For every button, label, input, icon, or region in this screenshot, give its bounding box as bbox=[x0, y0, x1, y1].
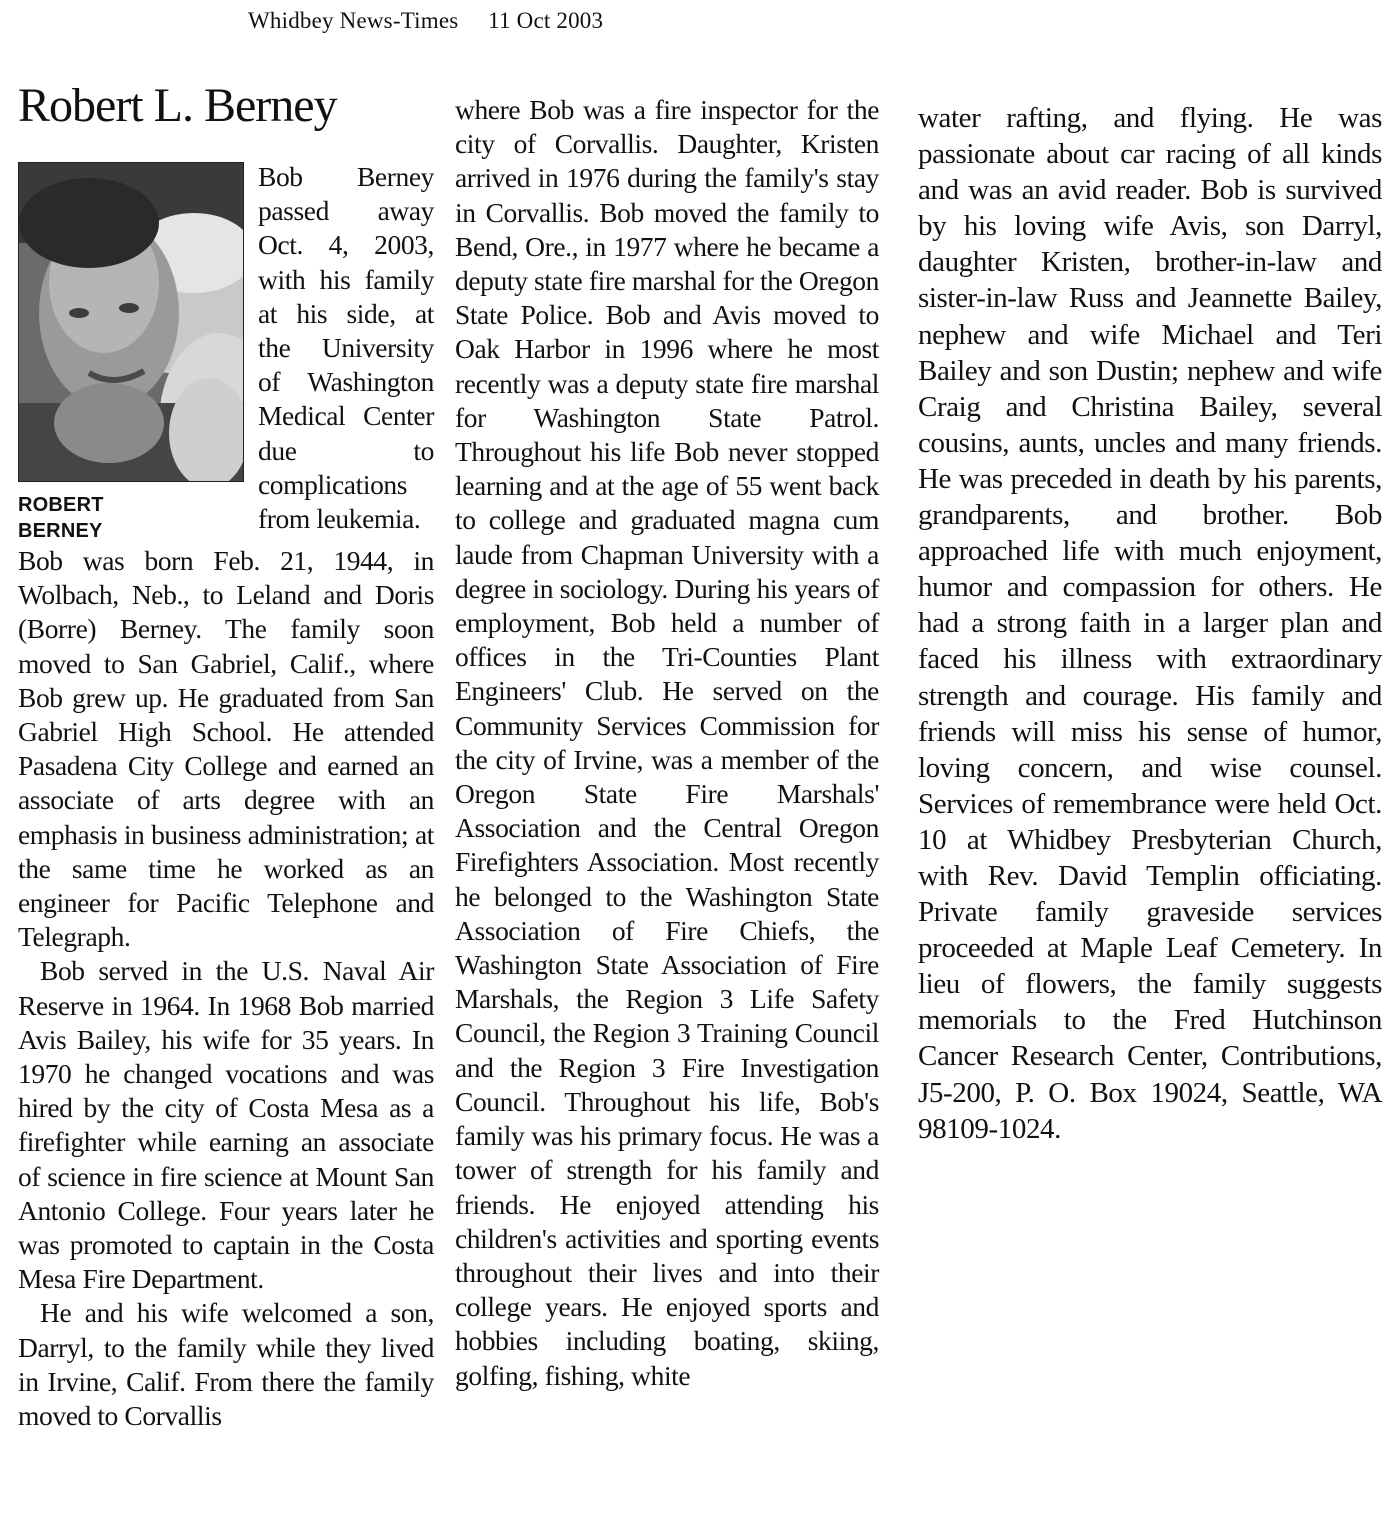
column-3 bbox=[918, 100, 1382, 1147]
family-paragraph: He and his wife welcomed a son, Darryl, to the family while they lived in Irvine, Calif. From there the family moved to Corvallis bbox=[18, 1297, 434, 1432]
column-2 bbox=[455, 93, 879, 1393]
publication-name: Whidbey News-Times bbox=[248, 8, 459, 33]
service-paragraph: Bob served in the U.S. Naval Air Reserve in 1964. In 1968 Bob married Avis Bailey, his wife for 35 years. In 1970 he changed vocations and was hired by the city of Costa Mesa as a firefighter while earning an associate of science in fire science at Mount San Antonio College. Four years later he was promoted to captain in the Costa Mesa Fire Department. bbox=[18, 955, 434, 1295]
photo-caption bbox=[18, 492, 158, 544]
obituary-headline: Robert L. Berney bbox=[18, 79, 337, 132]
publication-date: 11 Oct 2003 bbox=[488, 8, 604, 33]
caption-last-name: BERNEY bbox=[18, 520, 103, 542]
intro-paragraph: Bob Berney passed away Oct. 4, 2003, with his family at his side, at the University of Washington Medical Center due to complications from leukemia. bbox=[258, 161, 434, 535]
caption-first-name: ROBERT bbox=[18, 494, 104, 516]
photo-block bbox=[18, 162, 244, 544]
dateline bbox=[248, 8, 603, 34]
portrait-photo bbox=[18, 162, 244, 482]
birth-paragraph: Bob was born Feb. 21, 1944, in Wolbach, Neb., to Leland and Doris (Borre) Berney. The family soon moved to San Gabriel, Calif., where Bob grew up. He graduated from San Gabriel High School. He attended Pasadena City College and earned an associate of arts degree with an emphasis in business administration; at the same time he worked as an engineer for Pacific Telephone and Telegraph. bbox=[18, 545, 434, 953]
career-paragraph: where Bob was a fire inspector for the city of Corvallis. Daughter, Kristen arrived in 1976 during the family's stay in Corvallis. Bob moved the family to Bend, Ore., in 1977 where he became a deputy state fire marshal for the Oregon State Police. Bob and Avis moved to Oak Harbor in 1996 where he most recently was a deputy state fire marshal for Washington State Patrol. Throughout his life Bob never stopped learning and at the age of 55 went back to college and graduated magna cum laude from Chapman University with a degree in sociology. During his years of employment, Bob held a number of offices in the Tri-Counties Plant Engineers' Club. He served on the Community Services Commission for the city of Irvine, was a member of the Oregon State Fire Marshals' Association and the Central Oregon Firefighters Association. Most recently he belonged to the Washington State Association of Fire Chiefs, the Washington State Association of Fire Marshals, the Region 3 Life Safety Council, the Region 3 Training Council and the Region 3 Fire Investigation Council. Throughout his life, Bob's family was his primary focus. He was a tower of strength for his family and friends. He enjoyed attending his children's activities and sporting events throughout their lives and into their college years. He enjoyed sports and hobbies including boating, skiing, golfing, fishing, white bbox=[455, 94, 879, 1391]
survivors-paragraph: water rafting, and flying. He was passionate about car racing of all kinds and was an avid reader. Bob is survived by his loving wife Avis, son Darryl, daughter Kristen, brother-in-law and sister-in-law Russ and Jeannette Bailey, nephew and wife Michael and Teri Bailey and son Dustin; nephew and wife Craig and Christina Bailey, several cousins, aunts, uncles and many friends. He was preceded in death by his parents, grandparents, and brother. Bob approached life with much enjoyment, humor and compassion for others. He had a strong faith in a larger plan and faced his illness with extraordinary strength and courage. His family and friends will miss his sense of humor, loving concern, and wise counsel. Services of remembrance were held Oct. 10 at Whidbey Presbyterian Church, with Rev. David Templin officiating. Private family graveside services proceeded at Maple Leaf Cemetery. In lieu of flowers, the family suggests memorials to the Fred Hutchinson Cancer Research Center, Contributions, J5-200, P. O. Box 19024, Seattle, WA 98109-1024. bbox=[918, 102, 1382, 1145]
column-1 bbox=[18, 160, 434, 1433]
